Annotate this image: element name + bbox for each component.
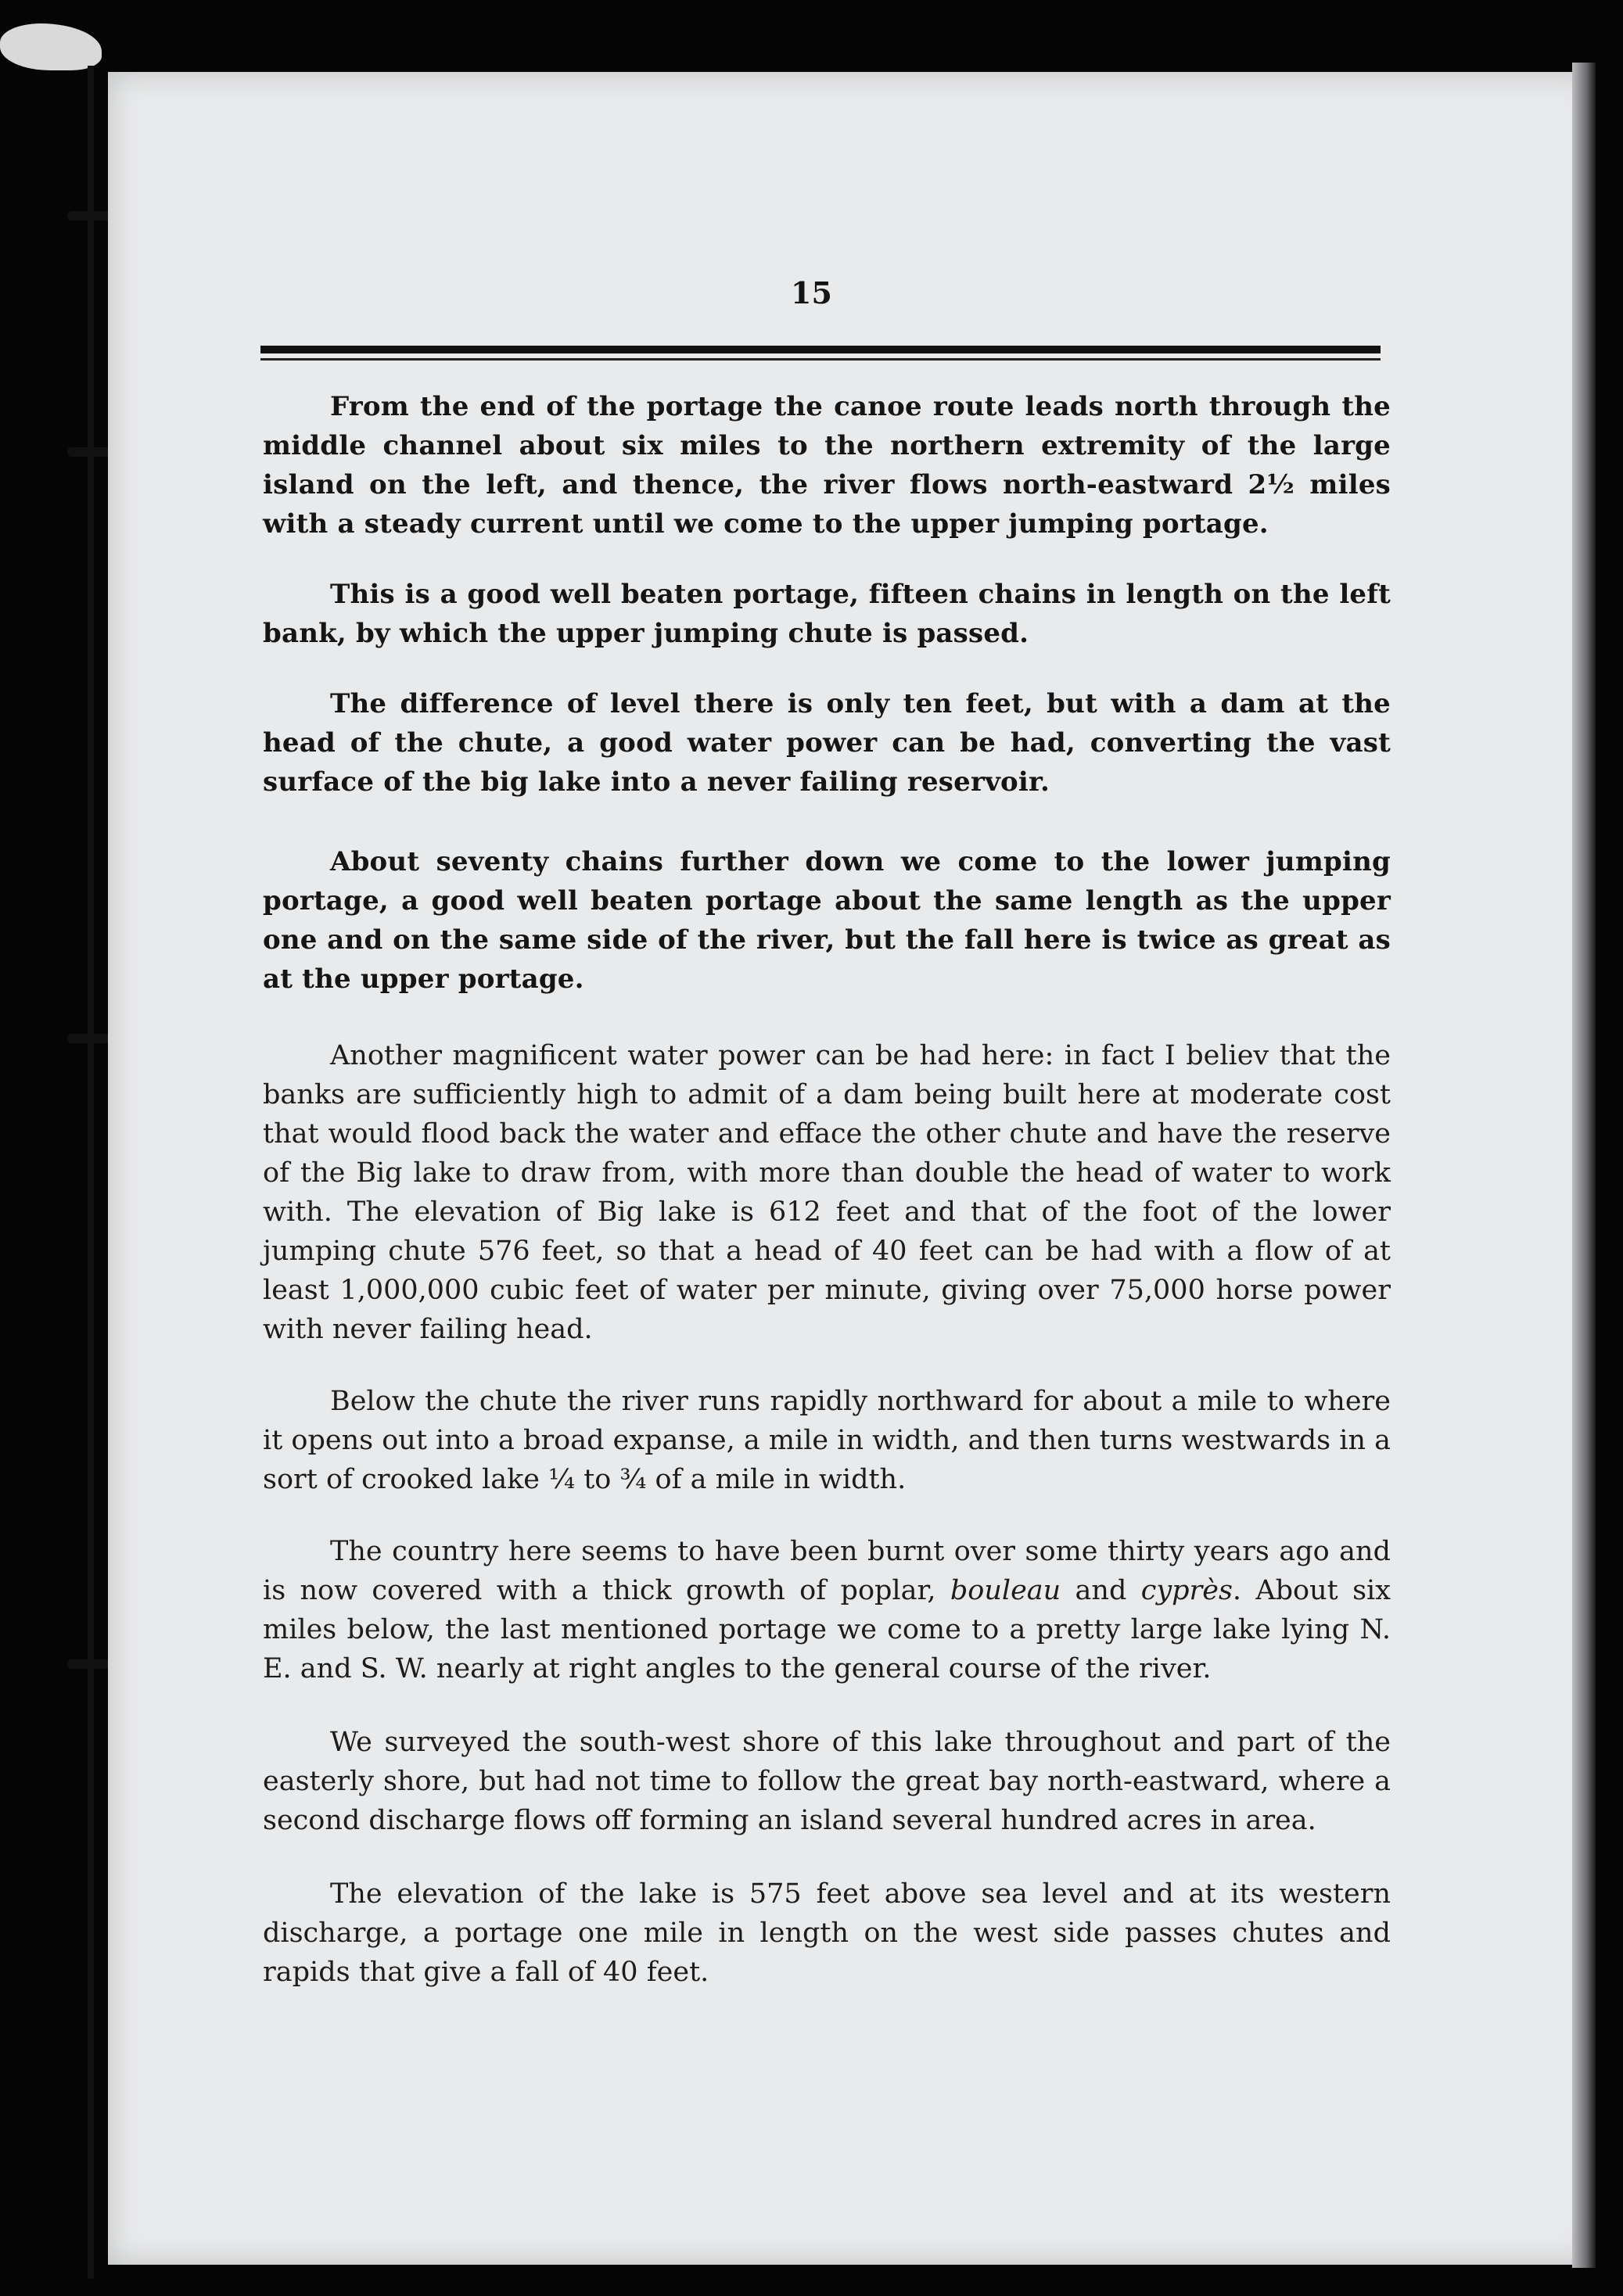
paragraph: We surveyed the south-west shore of this lake throughout and part of the easterly shore, but had not time to follow the great bay north-eastward, where a second discharge flows off forming an island several hundred acres in area. (263, 1727, 1391, 1836)
page-body (263, 387, 1391, 1992)
paragraph (263, 1532, 1391, 1688)
paragraph: About seventy chains further down we come to the lower jumping portage, a good well beaten portage about the same length as the upper one and on the same side of the river, but the fall here is twice as great as at the upper portage. (263, 846, 1391, 995)
page-edge (1572, 63, 1596, 2268)
paragraph: The difference of level there is only ten feet, but with a dam at the head of the chute, a good water power can be had, converting the vast surface of the big lake into a never failing reservoir. (263, 688, 1391, 798)
paragraph: This is a good well beaten portage, fifteen chains in length on the left bank, by which the upper jumping chute is passed. (263, 579, 1391, 649)
paragraph: From the end of the portage the canoe route leads north through the middle channel about six miles to the northern extremity of the large island on the left, and thence, the river flows north-eastward 2½ miles with a steady current until we come to the upper jumping portage. (263, 391, 1391, 540)
paragraph: The elevation of the lake is 575 feet above sea level and at its western discharge, a portage one mile in length on the west side passes chutes and rapids that give a fall of 40 feet. (263, 1878, 1391, 1988)
page-number: 15 (791, 275, 832, 310)
italic-term: bouleau (950, 1575, 1061, 1606)
paragraph-text: and (1061, 1575, 1141, 1606)
paragraph-text: . About six miles below, the last mentioned portage we come to a pretty large lake lying N. E. and S. W. nearly at right angles to the general course of the river. (263, 1575, 1391, 1684)
header-rule (260, 346, 1381, 353)
header-rule-thin (260, 358, 1381, 361)
paragraph-text: The country here seems to have been burnt over some thirty years ago and is now covered with a thick growth of poplar, (263, 1536, 1391, 1606)
paragraph: Below the chute the river runs rapidly northward for about a mile to where it opens out into a broad expanse, a mile in width, and then turns westwards in a sort of crooked lake ¼ to ¾ of a mile in width. (263, 1386, 1391, 1495)
paragraph: Another magnificent water power can be had here: in fact I believ that the banks are sufficiently high to admit of a dam being built here at moderate cost that would flood back the water and efface the other chute and have the reserve of the Big lake to draw from, with more than double the head of water to work with. The elevation of Big lake is 612 feet and that of the foot of the lower jumping chute 576 feet, so that a head of 40 feet can be had with a flow of at least 1,000,000 cubic feet of water per minute, giving over 75,000 horse power with never failing head. (263, 1040, 1391, 1345)
italic-term: cyprès (1140, 1575, 1233, 1606)
binding-thread (88, 66, 94, 2279)
